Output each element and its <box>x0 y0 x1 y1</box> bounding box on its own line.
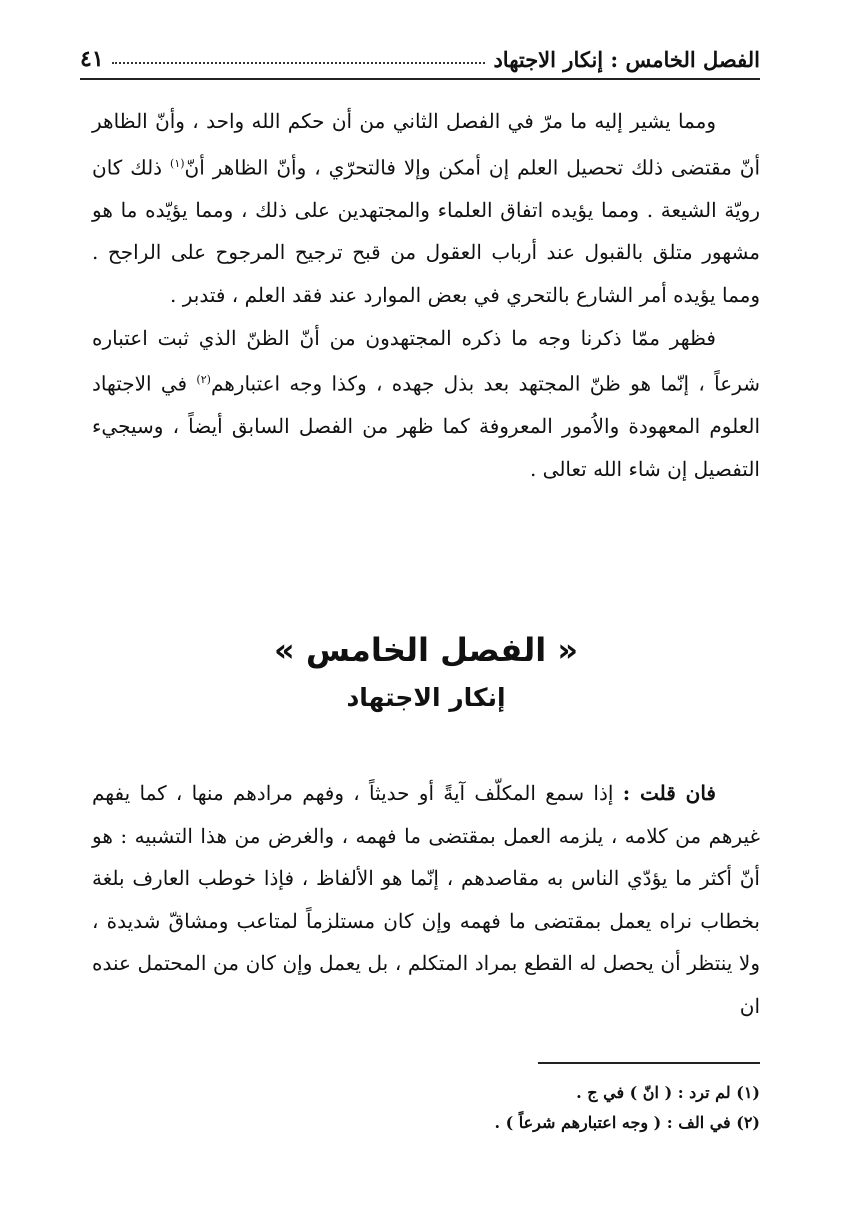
intro-section <box>92 100 760 491</box>
footnotes <box>92 1078 760 1138</box>
intro-paragraph-1-text-a: ومما يشير إليه ما مرّ في الفصل الثاني من أن حكم الله واحد ، وأنّ الظاهر أنّ مقتضى ذلك تحصيل العلم إن أمكن وإلا فالتحرّي ، وأنّ الظاهر أنّ <box>92 109 760 180</box>
footnote-divider <box>538 1062 760 1064</box>
intro-paragraph-2 <box>92 317 760 491</box>
footnote-ref-1: (١) <box>170 156 185 170</box>
chapter-title: « الفصل الخامس » <box>274 631 578 669</box>
main-text: إذا سمع المكلّف آيةً أو حديثاً ، وفهم مرادهم منها ، كما يفهم غيرهم من كلامه ، يلزمه العمل بمقتضى ما فهمه ، والغرض من هذا التشبيه : هو أنّ أكثر ما يؤدّي الناس به مقاصدهم ، إنّما هو الألفاظ ، فإذا خوطب العارف بلغة بخطاب نراه يعمل بمقتضى ما فهمه وإن كان مستلزماً لمتاعب ومشاقّ شديدة ، ولا ينتظر أن يحصل له القطع بمراد المتكلم ، بل يعمل وإن كان من المحتمل عنده ان <box>92 781 760 1018</box>
intro-paragraph-2-text-b: في الاجتهاد العلوم المعهودة والاُمور المعروفة كما ظهر من الفصل السابق أيضاً ، وسيجيء التفصيل إن شاء الله تعالى . <box>92 371 760 482</box>
main-lead: فان قلت : <box>622 781 716 805</box>
chapter-heading <box>92 624 760 720</box>
page-number: ٤١ <box>80 46 104 72</box>
chapter-subtitle: إنكار الاجتهاد <box>346 683 506 712</box>
running-title: الفصل الخامس : إنكار الاجتهاد <box>493 47 760 72</box>
intro-paragraph-1 <box>92 100 760 317</box>
main-section <box>92 772 760 1028</box>
footnote-1: (١) لم ترد : ( انّ ) في ج . <box>576 1083 760 1102</box>
main-paragraph <box>92 772 760 1028</box>
intro-paragraph-1-text-b: ذلك كان رويّة الشيعة . ومما يؤيده اتفاق العلماء والمجتهدين على ذلك ، ومما يؤيّده ما هو مشهور متلق بالقبول عند أرباب العقول من قبح ترجيح المرجوح على الراجح . ومما يؤيده أمر الشارع بالتحري في بعض الموارد عند فقد العلم ، فتدبر . <box>92 155 760 308</box>
leader-dots <box>112 61 486 64</box>
running-header <box>80 28 760 80</box>
footnote-ref-2: (٢) <box>196 373 211 387</box>
intro-paragraph-2-text-a: فظهر ممّا ذكرنا وجه ما ذكره المجتهدون من أنّ الظنّ الذي ثبت اعتباره شرعاً ، إنّما هو ظنّ المجتهد بعد بذل جهده ، وكذا وجه اعتبارهم <box>92 325 760 396</box>
footnote-2: (٢) في الف : ( وجه اعتبارهم شرعاً ) . <box>494 1113 760 1132</box>
